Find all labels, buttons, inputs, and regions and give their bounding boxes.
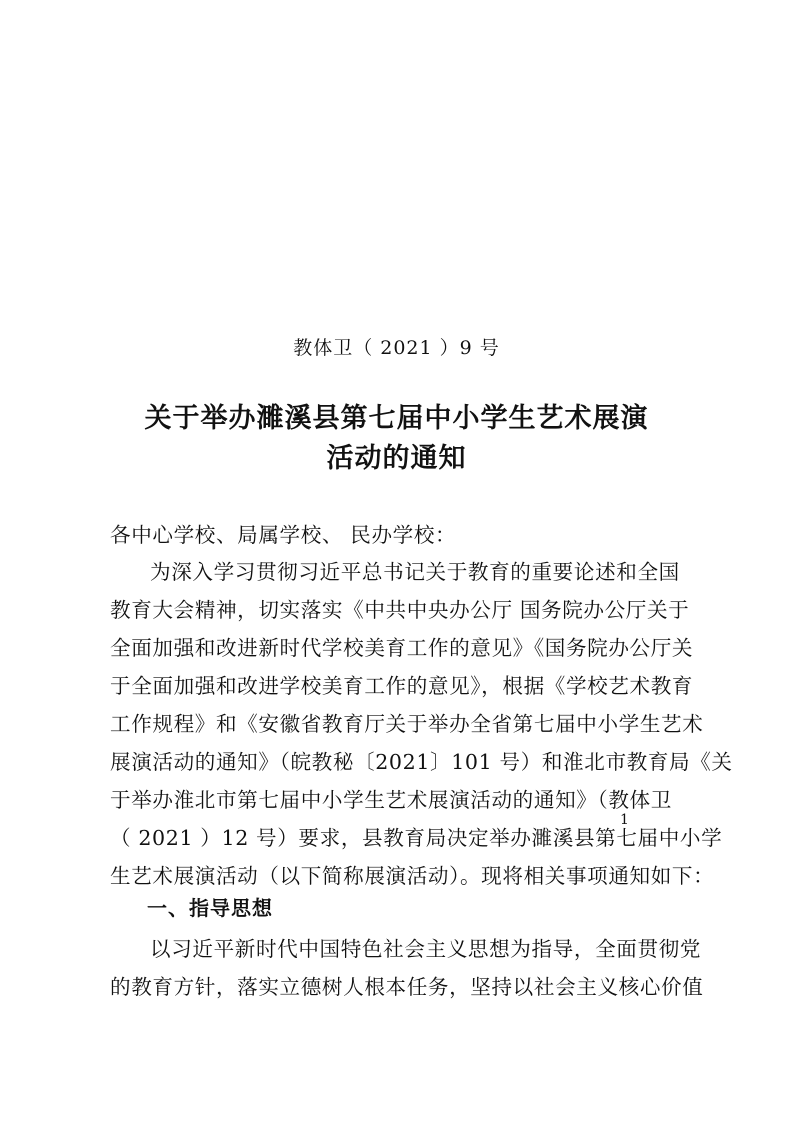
paragraph-line: 教育大会精神，切实落实《中共中央办公厅 国务院办公厅关于 (110, 598, 690, 622)
doc-number: 教体卫（ 2021 ）9 号 (293, 337, 500, 359)
paragraph-line: 全面加强和改进新时代学校美育工作的意见》《国务院办公厅关 (110, 636, 694, 660)
paragraph-line: 工作规程》和《安徽省教育厅关于举办全省第七届中小学生艺术 (110, 712, 704, 736)
salutation: 各中心学校、局属学校、 民办学校： (110, 523, 457, 547)
paragraph-line: 于举办淮北市第七届中小学生艺术展演活动的通知》（教体卫 (110, 788, 672, 812)
document-title-line-1: 关于举办濉溪县第七届中小学生艺术展演 (144, 403, 649, 434)
section-heading: 一、指导思想 (147, 896, 273, 920)
paragraph-line: 为深入学习贯彻习近平总书记关于教育的重要论述和全国 (150, 560, 680, 584)
paragraph-line: （ 2021 ）12 号）要求，县教育局决定举办濉溪县第七届中小学 (110, 826, 723, 850)
paragraph-line: 以习近平新时代中国特色社会主义思想为指导，全面贯彻党 (150, 937, 702, 961)
paragraph-line: 展演活动的通知》（皖教秘〔2021〕101 号）和淮北市教育局《关 (110, 750, 733, 774)
page-number-mark: 1 (620, 812, 629, 828)
paragraph-line: 的教育方针，落实立德树人根本任务，坚持以社会主义核心价值 (110, 975, 704, 999)
paragraph-line: 于全面加强和改进学校美育工作的意见》，根据《学校艺术教育 (110, 674, 694, 698)
paragraph-line: 生艺术展演活动（以下简称展演活动）。现将相关事项通知如下： (110, 864, 715, 888)
document-title-line-2: 活动的通知 (326, 443, 467, 474)
